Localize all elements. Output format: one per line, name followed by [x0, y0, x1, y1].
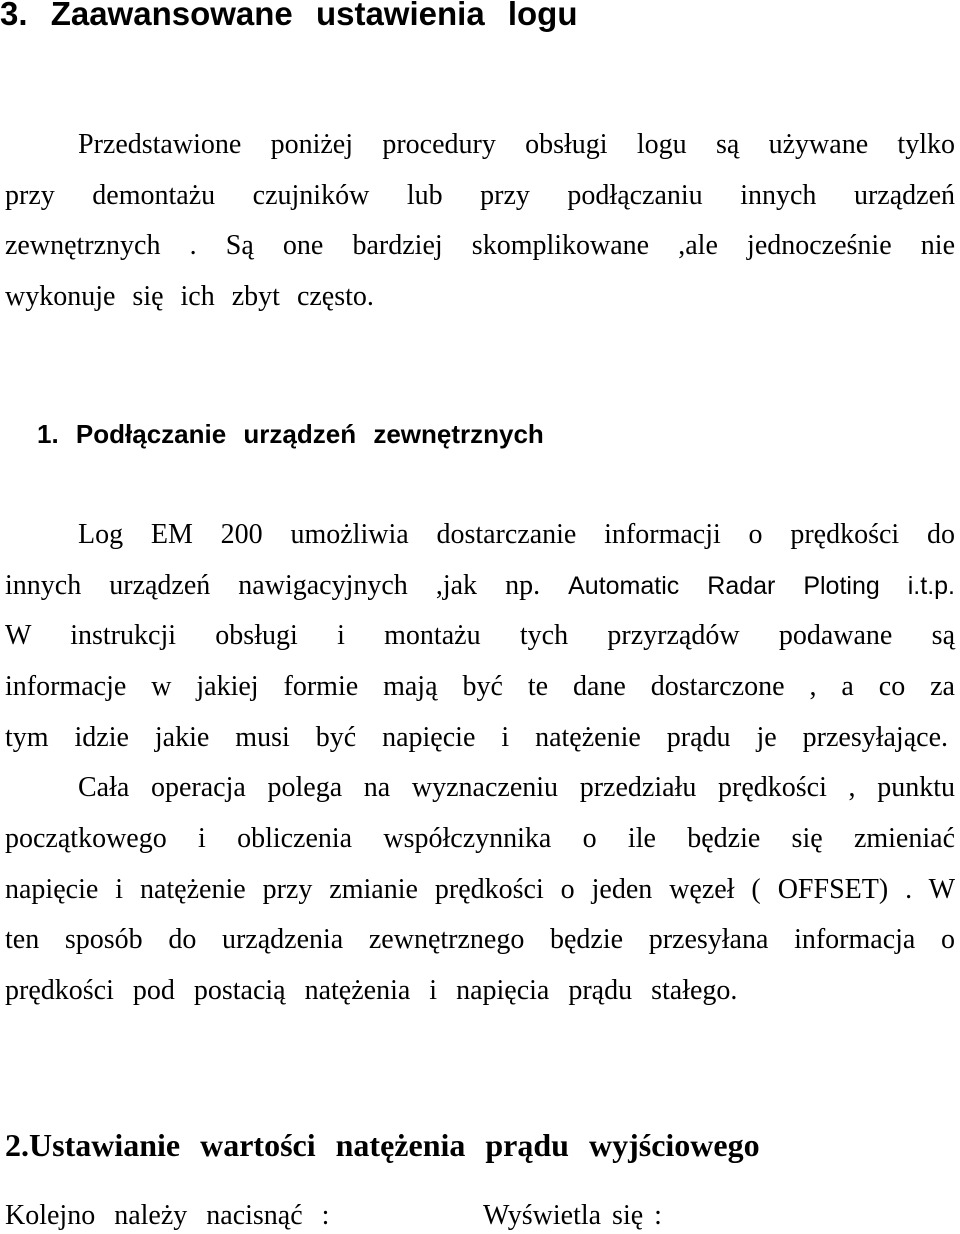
- subsection-heading: 2.Ustawianie wartości natężenia prądu wyjściowego: [5, 1127, 760, 1163]
- column-left-label: Kolejno należy nacisnąć :: [5, 1200, 330, 1231]
- product-name: Automatic Radar Ploting i.t.p.: [568, 572, 955, 600]
- paragraph-line: Cała operacja polega na wyznaczeniu przedziału prędkości , punktu: [78, 772, 955, 803]
- subsection-heading: 1. Podłączanie urządzeń zewnętrznych: [37, 419, 544, 449]
- paragraph-line-text: innych urządzeń nawigacyjnych ,jak np.: [5, 570, 541, 601]
- column-right-label: Wyświetla się :: [483, 1200, 662, 1231]
- paragraph-line: prędkości pod postacią natężenia i napięcia prądu stałego.: [5, 975, 738, 1006]
- paragraph-line: informacje w jakiej formie mają być te dane dostarczone , a co za: [5, 671, 955, 702]
- paragraph-line: W instrukcji obsługi i montażu tych przyrządów podawane są: [5, 620, 955, 651]
- intro-line: przy demontażu czujników lub przy podłączaniu innych urządzeń: [5, 180, 955, 211]
- intro-line: zewnętrznych . Są one bardziej skomplikowane ,ale jednocześnie nie: [5, 230, 955, 261]
- intro-line: wykonuje się ich zbyt często.: [5, 281, 374, 312]
- section-heading: 3. Zaawansowane ustawienia logu: [0, 0, 578, 32]
- paragraph-line: ten sposób do urządzenia zewnętrznego będzie przesyłana informacja o: [5, 924, 955, 955]
- paragraph-line: Log EM 200 umożliwia dostarczanie informacji o prędkości do: [78, 519, 955, 550]
- paragraph-line: początkowego i obliczenia współczynnika o ile będzie się zmieniać: [5, 823, 955, 854]
- paragraph-line: tym idzie jakie musi być napięcie i natężenie prądu je przesyłające.: [5, 722, 948, 753]
- paragraph-line: napięcie i natężenie przy zmianie prędkości o jeden węzeł ( OFFSET) . W: [5, 874, 955, 905]
- intro-line: Przedstawione poniżej procedury obsługi logu są używane tylko: [78, 129, 955, 160]
- paragraph-line: [5, 570, 955, 602]
